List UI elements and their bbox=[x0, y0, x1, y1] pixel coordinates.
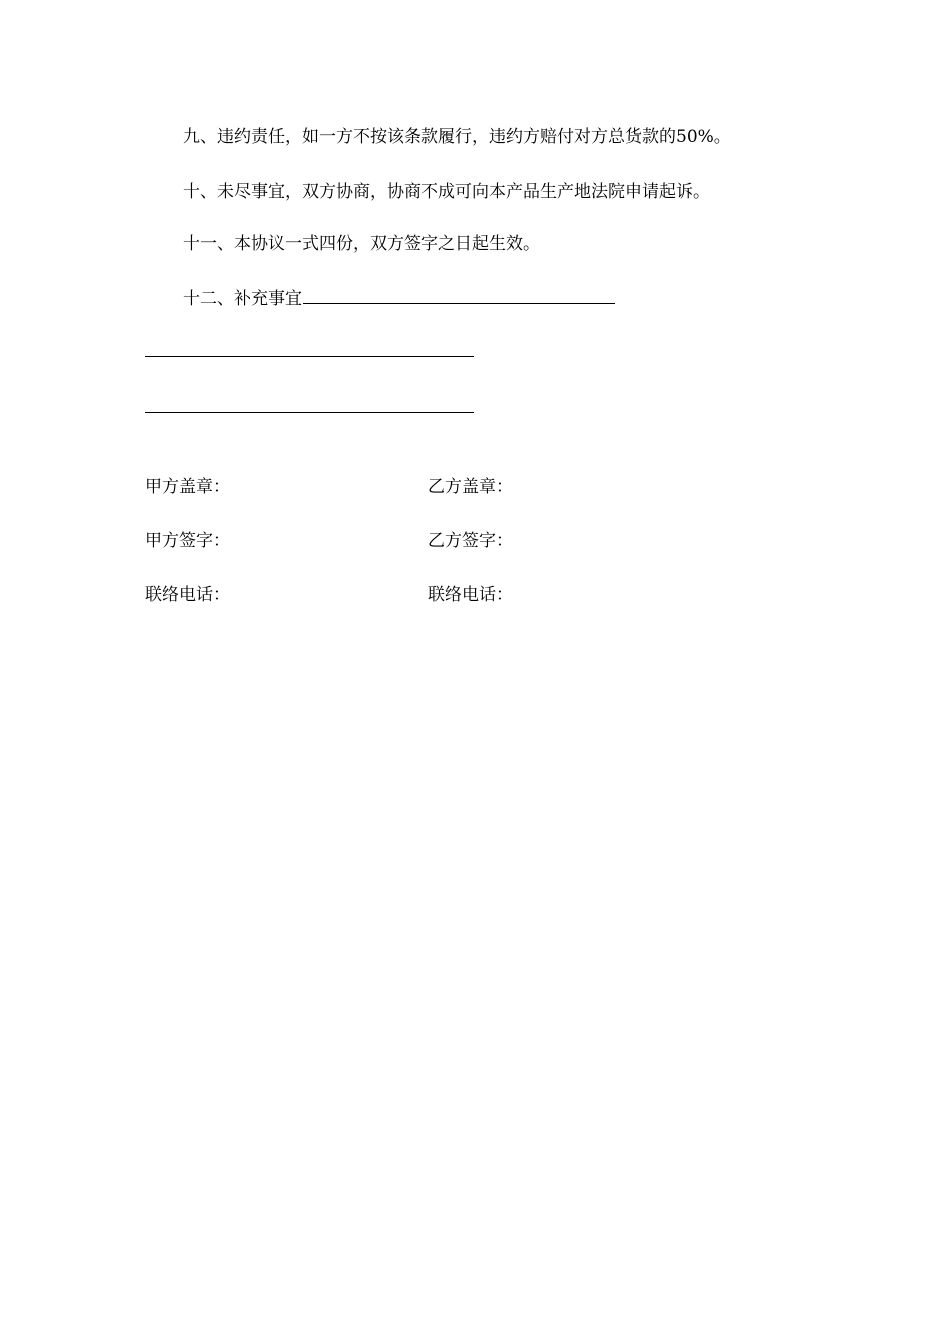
party-b-seal-label: 乙方盖章： bbox=[428, 477, 513, 497]
supplementary-blank-line-2 bbox=[145, 356, 474, 357]
clause-ten: 十、未尽事宜，双方协商，协商不成可向本产品生产地法院申请起诉。 bbox=[183, 182, 710, 202]
supplementary-blank-line bbox=[303, 285, 615, 304]
clause-twelve-label: 十二、补充事宜 bbox=[183, 289, 302, 309]
party-b-phone-label: 联络电话： bbox=[428, 585, 513, 605]
clause-nine: 九、违约责任，如一方不按该条款履行，违约方赔付对方总货款的50%。 bbox=[183, 127, 731, 147]
clause-twelve bbox=[183, 285, 615, 311]
party-a-phone-label: 联络电话： bbox=[145, 585, 230, 605]
party-b-signature-label: 乙方签字： bbox=[428, 531, 513, 551]
party-a-signature-label: 甲方签字： bbox=[145, 531, 230, 551]
party-a-seal-label: 甲方盖章： bbox=[145, 477, 230, 497]
supplementary-blank-line-3 bbox=[145, 412, 474, 413]
clause-eleven: 十一、本协议一式四份，双方签字之日起生效。 bbox=[183, 234, 540, 254]
